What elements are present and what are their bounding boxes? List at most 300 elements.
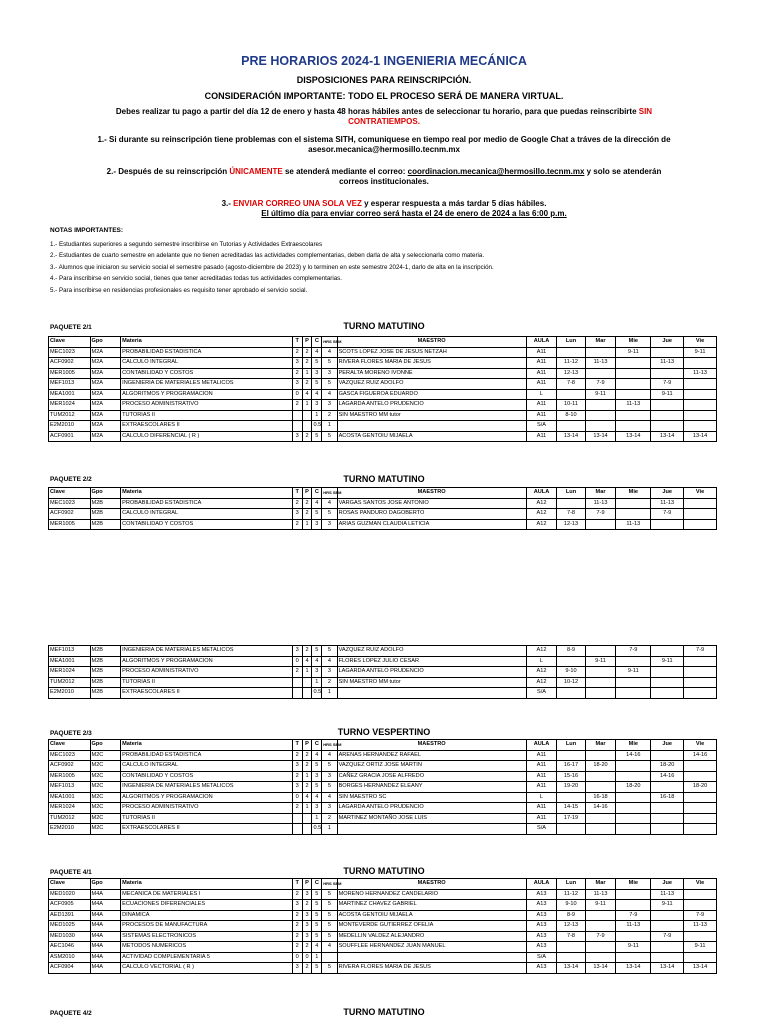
item-2-text-c: y solo se atenderán [584,167,662,176]
table-cell: 4 [302,656,312,667]
table-cell [616,389,651,400]
table-cell [651,667,684,678]
table-cell [302,410,312,421]
schedule-table [48,878,717,974]
table-cell: 3 [312,771,322,782]
table-cell: 4 [302,389,312,400]
table-cell: M2B [90,509,121,520]
table-cell: EXTRAESCOLARES II [121,824,293,835]
table-cell: 8-9 [557,910,585,921]
table-cell: ECUACIONES DIFERENCIALES [121,900,293,911]
table-cell: VARGAS SANTOS JOSE ANTONIO [337,498,526,509]
column-header: T [292,488,302,499]
item-1-line-1: 1.- Si durante su reinscripción tiene problemas con el sistema SITH, comuniquese en tiempo real por medio de Google Chat a tráves de la dirección de [97,135,671,144]
table-cell: A13 [526,921,557,932]
table-cell: MEA1001 [49,656,91,667]
table-cell: 3 [322,803,337,814]
table-cell [651,813,684,824]
table-cell: 2 [292,931,302,942]
table-cell [684,421,717,432]
pago-text: Debes realizar tu pago a partir del día 12 de enero y hasta 48 horas hábiles antes de seleccionar tu horario, para que puedas reinscribirte [115,107,639,116]
table-cell: PROCESOS DE MANUFACTURA [121,921,293,932]
table-cell [684,358,717,369]
table-cell: S/A [526,421,557,432]
table-cell: 3 [292,761,302,772]
table-cell: 5 [322,358,337,369]
table-cell [684,498,717,509]
table-cell: 1 [302,400,312,411]
table-row [49,347,717,358]
table-cell [684,900,717,911]
table-cell: CALCULO INTEGRAL [121,509,293,520]
table-cell: 1 [322,688,337,699]
table-cell [302,813,312,824]
table-cell [557,942,585,953]
table-cell [651,803,684,814]
table-cell [651,942,684,953]
column-header: MAESTRO [337,337,526,348]
table-cell: 2 [292,803,302,814]
table-cell: 18-20 [684,782,717,793]
table-cell: M2C [90,824,121,835]
turno-label: TURNO VESPERTINO [337,727,431,737]
table-cell: 2 [302,761,312,772]
table-cell: 4 [312,347,322,358]
column-header: Mie [616,740,651,751]
table-cell: E2M2010 [49,421,91,432]
table-cell: 8-9 [557,646,585,657]
turno-label: TURNO MATUTINO [343,1007,425,1017]
table-cell: PROBABILIDAD ESTADISTICA [121,347,293,358]
table-row [49,771,717,782]
table-cell [616,498,651,509]
item-3-text: y esperar respuesta a más tardar 5 días hábiles. [361,199,547,208]
column-header: AULA [526,488,557,499]
column-header: C [312,740,322,751]
table-cell [684,400,717,411]
table-row [49,358,717,369]
table-cell [337,421,526,432]
column-header: Lun [557,337,585,348]
column-header: Lun [557,488,585,499]
table-cell: 11-13 [651,358,684,369]
table-cell: A11 [526,750,557,761]
column-header: AULA [526,740,557,751]
table-cell: RIVERA FLORES MARIA DE JESUS [337,963,526,974]
table-cell: A11 [526,400,557,411]
table-cell: M2A [90,421,121,432]
column-header: AULA [526,337,557,348]
table-cell: 14-15 [557,803,585,814]
table-cell: ACF0905 [49,900,91,911]
table-cell: 5 [312,889,322,900]
table-cell [616,824,651,835]
table-cell: 13-14 [616,963,651,974]
table-cell: M2B [90,677,121,688]
table-cell: 10-11 [557,400,585,411]
nota-item: 4.- Para inscribirse en servicio social, tienes que tener acreditadas todas tus actividades complementarias. [50,275,342,283]
table-cell: A11 [526,813,557,824]
table-cell: M2C [90,782,121,793]
table-cell: A11 [526,771,557,782]
item-3-line-1 [0,199,768,209]
table-cell: GASCA FIGUEROA EDUARDO [337,389,526,400]
table-cell: INGENIERIA DE MATERIALES METALICOS [121,782,293,793]
table-cell: TUM2012 [49,677,91,688]
column-header: Jue [651,337,684,348]
table-cell [651,952,684,963]
table-cell: M2C [90,813,121,824]
table-cell: 5 [322,910,337,921]
column-header: MAESTRO [337,879,526,890]
table-cell: A11 [526,368,557,379]
table-cell: 4 [312,750,322,761]
table-cell: 3 [322,400,337,411]
table-cell: 11-12 [557,358,585,369]
schedule-table [48,739,717,835]
column-header: Mie [616,488,651,499]
table-cell: MEC1023 [49,347,91,358]
table-cell: 5 [312,509,322,520]
table-cell: 9-11 [585,900,616,911]
table-row [49,431,717,442]
table-row [49,368,717,379]
table-cell: 5 [322,431,337,442]
notas-list [50,239,494,296]
table-cell: M2B [90,688,121,699]
table-cell: TUTORIAS II [121,410,293,421]
item-1 [0,135,768,155]
table-cell: 11-13 [684,368,717,379]
table-cell: 9-11 [684,347,717,358]
table-cell: 11-13 [585,498,616,509]
table-cell: 3 [292,782,302,793]
table-cell: 3 [312,368,322,379]
table-cell: ALGORITMOS Y PROGRAMACION [121,656,293,667]
table-cell: 1 [302,368,312,379]
table-cell: A13 [526,910,557,921]
table-row [49,803,717,814]
table-row [49,782,717,793]
table-cell: CONTABILIDAD Y COSTOS [121,771,293,782]
table-cell [651,910,684,921]
table-cell: L [526,389,557,400]
table-row [49,952,717,963]
table-cell: A13 [526,963,557,974]
table-cell: 4 [322,498,337,509]
table-cell: 9-10 [557,667,585,678]
table-cell: M2B [90,498,121,509]
table-cell [651,921,684,932]
table-cell: 5 [312,910,322,921]
table-cell: M2C [90,771,121,782]
package-label: PAQUETE 4/1 [50,869,92,876]
table-cell: ACF0902 [49,358,91,369]
table-cell: 11-13 [651,498,684,509]
table-cell: MONTEVERDE GUTIERREZ OFELIA [337,921,526,932]
table-cell: 13-14 [585,431,616,442]
pago-paragraph [0,107,768,127]
pago-red-1: SIN [638,107,653,116]
table-cell: ACF0901 [49,431,91,442]
table-cell: 13-14 [585,963,616,974]
table-cell: 2 [302,782,312,793]
table-cell: MEA1001 [49,389,91,400]
page-title: PRE HORARIOS 2024-1 INGENIERIA MECÁNICA [241,54,527,68]
table-cell: MORENO HERNANDEZ CANDELARIO [337,889,526,900]
table-cell: 4 [302,792,312,803]
table-cell: CALCULO DIFERENCIAL ( R ) [121,431,293,442]
nota-item: 5.- Para inscribirse en residencias profesionales es requisito tener aprobado el servicio social. [50,286,308,294]
table-cell [292,688,302,699]
table-cell: 9-11 [651,900,684,911]
table-cell: A12 [526,519,557,530]
item-2-line-1 [0,167,768,177]
table-cell: 3 [312,667,322,678]
table-cell: 12-13 [557,519,585,530]
table-cell [684,519,717,530]
table-cell: 4 [322,389,337,400]
table-cell: M2C [90,761,121,772]
table-cell: 17-19 [557,813,585,824]
table-cell: 12-13 [557,921,585,932]
table-header-row [49,337,717,348]
table-cell: ACF0904 [49,963,91,974]
table-row [49,889,717,900]
table-cell: CALCULO INTEGRAL [121,358,293,369]
table-cell: ALGORITMOS Y PROGRAMACION [121,389,293,400]
table-cell: 13-14 [651,963,684,974]
column-header: Clave [49,488,91,499]
column-header: Vie [684,488,717,499]
coordinacion-email-link[interactable]: coordinacion.mecanica@hermosillo.tecnm.mx [407,167,585,176]
table-cell: 9-11 [585,389,616,400]
table-cell: 3 [322,667,337,678]
table-cell: 1 [302,771,312,782]
table-cell: 0 [292,792,302,803]
column-header: MAESTRO [337,740,526,751]
table-cell: MED1025 [49,921,91,932]
table-cell: 3 [312,400,322,411]
column-header: Vie [684,337,717,348]
package-label: PAQUETE 2/2 [50,476,92,483]
column-header: Materia [121,879,293,890]
table-cell [684,688,717,699]
table-cell: MEA1001 [49,792,91,803]
table-cell: 5 [322,646,337,657]
table-cell: 4 [322,656,337,667]
table-cell: A13 [526,931,557,942]
table-cell: MEF1013 [49,646,91,657]
table-cell: MARTINEZ MONTAÑO JOSE LUIS [337,813,526,824]
table-cell: 2 [302,963,312,974]
table-row [49,963,717,974]
table-cell [651,782,684,793]
table-row [49,900,717,911]
column-header: Vie [684,879,717,890]
table-cell: 2 [302,509,312,520]
table-cell: M4A [90,952,121,963]
item-2-red: ÚNICAMENTE [229,167,283,176]
table-cell [651,347,684,358]
column-header: Gpo [90,488,121,499]
column-header: P [302,488,312,499]
table-cell [684,509,717,520]
table-cell: A12 [526,646,557,657]
table-cell: TUM2012 [49,410,91,421]
table-cell: VAZQUEZ ORTIZ JOSE MARTIN [337,761,526,772]
table-cell [616,900,651,911]
table-cell: 16-18 [585,792,616,803]
table-cell: 2 [292,519,302,530]
table-cell: 1 [302,667,312,678]
table-cell: MEF1013 [49,379,91,390]
table-cell: ROSAS PANDURO DAGOBERTO [337,509,526,520]
column-header: Mar [585,740,616,751]
table-cell [616,792,651,803]
table-cell [651,400,684,411]
table-cell [557,389,585,400]
table-cell: INGENIERIA DE MATERIALES METALICOS [121,379,293,390]
table-cell: 1 [312,677,322,688]
table-cell: SCOTS LOPEZ JOSE DE JESUS NETZAH [337,347,526,358]
column-header: Materia [121,488,293,499]
table-cell: 9-11 [585,656,616,667]
table-cell [585,400,616,411]
table-cell [557,656,585,667]
table-cell: 5 [312,761,322,772]
column-header: Clave [49,879,91,890]
column-header: Gpo [90,740,121,751]
table-cell [585,782,616,793]
table-cell [651,750,684,761]
table-cell: M4A [90,900,121,911]
column-header: C [312,488,322,499]
table-cell: 4 [322,942,337,953]
table-cell [302,421,312,432]
table-cell: M2A [90,389,121,400]
table-cell: 7-9 [651,931,684,942]
table-cell: 5 [312,431,322,442]
table-cell: M2C [90,750,121,761]
table-cell [585,646,616,657]
table-cell [616,813,651,824]
table-cell: 3 [292,509,302,520]
column-header: HRS SEM [322,488,337,499]
table-row [49,750,717,761]
table-cell: 3 [322,519,337,530]
table-cell: 5 [312,900,322,911]
table-cell [585,519,616,530]
table-cell [585,813,616,824]
table-cell: MED1020 [49,889,91,900]
item-2-text-a: 2.- Después de su reinscripción [106,167,230,176]
table-cell: 0 [292,952,302,963]
table-cell: 2 [322,813,337,824]
table-cell: MEC1023 [49,750,91,761]
turno-label: TURNO MATUTINO [343,321,425,331]
table-cell: A11 [526,379,557,390]
table-row [49,400,717,411]
table-cell [337,824,526,835]
table-row [49,931,717,942]
table-cell: PROBABILIDAD ESTADISTICA [121,750,293,761]
table-cell [302,824,312,835]
table-cell: MED1030 [49,931,91,942]
table-cell [557,421,585,432]
table-cell: EXTRAESCOLARES II [121,421,293,432]
table-cell: 2 [292,921,302,932]
table-cell: 3 [312,519,322,530]
table-cell: 11-13 [684,921,717,932]
nota-item: 2.- Estudiantes de cuarto semestre en adelante que no tienen acreditadas las actividades complementarias, deben darla de alta y seleccionarla como materia. [50,252,485,260]
table-cell: RIVERA FLORES MARIA DE JESUS [337,358,526,369]
table-cell: 3 [292,358,302,369]
table-cell [337,952,526,963]
table-cell: M2A [90,431,121,442]
item-3-num: 3.- [221,199,234,208]
item-2-line-2: correos institucionales. [339,177,429,186]
table-cell: 5 [322,931,337,942]
table-cell: DINAMICA [121,910,293,921]
table-cell: 5 [312,379,322,390]
table-cell: SISTEMAS ELECTRONICOS [121,931,293,942]
table-cell [585,688,616,699]
table-cell: TUM2012 [49,813,91,824]
column-header: Materia [121,337,293,348]
column-header: Lun [557,740,585,751]
table-cell: 4 [322,792,337,803]
table-cell: MEC1023 [49,498,91,509]
table-cell: 5 [322,782,337,793]
table-cell: PROCESO ADMINISTRATIVO [121,400,293,411]
table-cell: 7-8 [557,931,585,942]
table-row [49,421,717,432]
table-cell [684,379,717,390]
table-cell [557,750,585,761]
table-row [49,921,717,932]
table-cell [557,688,585,699]
table-cell: 11-13 [616,519,651,530]
package-label: PAQUETE 2/1 [50,324,92,331]
table-cell: MECANICA DE MATERIALES I [121,889,293,900]
table-cell: 11-13 [651,889,684,900]
table-cell: S/A [526,688,557,699]
table-cell: 0.5 [312,688,322,699]
table-cell: A13 [526,942,557,953]
table-cell [651,421,684,432]
table-cell: A12 [526,667,557,678]
table-cell: M2B [90,646,121,657]
table-cell [585,750,616,761]
table-cell: 1 [322,421,337,432]
table-cell: 7-9 [651,379,684,390]
table-cell [684,389,717,400]
table-cell: M2C [90,792,121,803]
table-cell: M4A [90,942,121,953]
table-cell [292,677,302,688]
item-1-line-2: asesor.mecanica@hermosillo.tecnm.mx [308,145,460,154]
table-row [49,410,717,421]
table-cell: ACOSTA GENTOIU MIJAELA [337,910,526,921]
table-cell: LAGARDA ANTELO PRUDENCIO [337,803,526,814]
table-cell: 2 [302,347,312,358]
table-header-row [49,879,717,890]
table-cell: CAÑEZ GRACIA JOSE ALFREDO [337,771,526,782]
table-cell: 4 [322,347,337,358]
package-label: PAQUETE 4/2 [50,1010,92,1017]
table-cell: M4A [90,910,121,921]
